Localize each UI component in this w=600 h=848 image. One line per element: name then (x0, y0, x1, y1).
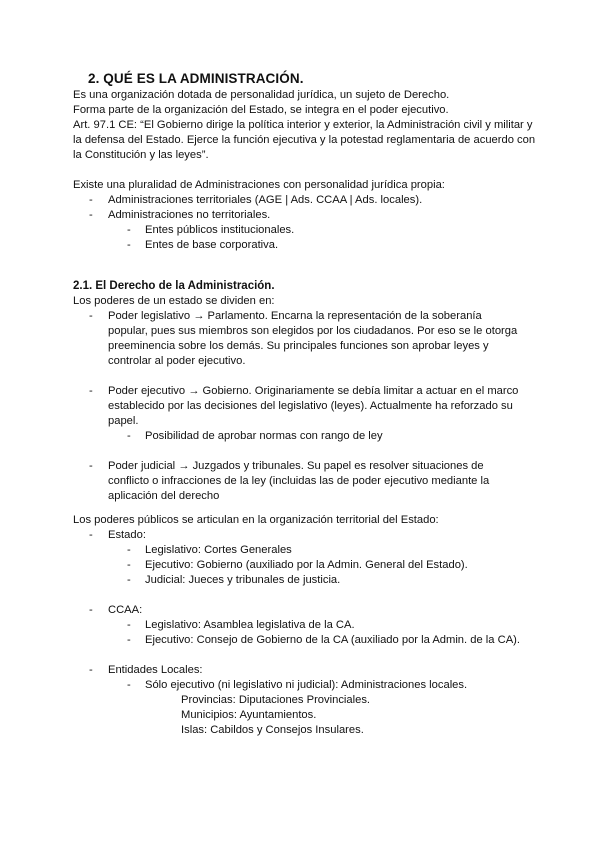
list-item: - Administraciones territoriales (AGE | Ads. CCAA | Ads. locales). (89, 194, 423, 206)
list-subitem: - Legislativo: Asamblea legislativa de la CA. (127, 619, 355, 631)
locales-line-3: Islas: Cabildos y Consejos Insulares. (181, 724, 364, 736)
locales-line-2: Municipios: Ayuntamientos. (181, 709, 317, 721)
estado-item-3: Judicial: Jueces y tribunales de justicia. (145, 574, 341, 586)
plurality-item-1: Administraciones territoriales (AGE | Ads. CCAA | Ads. locales). (108, 194, 423, 206)
estado-item-2: Ejecutivo: Gobierno (auxiliado por la Admin. General del Estado). (145, 559, 468, 571)
estado-label: Estado: (108, 529, 146, 541)
list-subitem: - Ejecutivo: Gobierno (auxiliado por la Admin. General del Estado). (127, 559, 468, 571)
poder-legislativo: Poder legislativo → Parlamento. Encarna la representación de la soberanía popular, pues sus miembros son elegidos por los ciudadanos. Por eso se le otorga preeminencia sobre los demás. Su principales funciones son aprobar leyes y controlar al poder ejecutivo. (108, 310, 518, 367)
plurality-lead: Existe una pluralidad de Administraciones con personalidad jurídica propia: (73, 179, 445, 191)
list-subitem: - Judicial: Jueces y tribunales de justicia. (127, 574, 341, 586)
subsection-heading: 2.1. El Derecho de la Administración. (73, 280, 275, 292)
powers-block (73, 294, 543, 504)
list-subitem: - Legislativo: Cortes Generales (127, 544, 292, 556)
locales-label: Entidades Locales: (108, 664, 203, 676)
list-item: - Estado: (89, 529, 146, 541)
list-item: - Poder legislativo → Parlamento. Encarna la representación de la soberanía popular, pues sus miembros son elegidos por los ciudadanos. Por eso se le otorga preeminencia sobre los demás. Su principales funciones son aprobar leyes y controlar al poder ejecutivo. (73, 309, 523, 369)
locales-line-1: Provincias: Diputaciones Provinciales. (181, 694, 371, 706)
poder-judicial: Poder judicial → Juzgados y tribunales. Su papel es resolver situaciones de conflicto o infracciones de la ley (incluidas las de poder ejecutivo mediante la aplicación del derecho (108, 460, 490, 502)
plurality-item-2: Administraciones no territoriales. (108, 209, 271, 221)
ccaa-item-2: Ejecutivo: Consejo de Gobierno de la CA (auxiliado por la Admin. de la CA). (145, 634, 520, 646)
list-item: - CCAA: (89, 604, 143, 616)
poder-ejecutivo-sub: Posibilidad de aprobar normas con rango de ley (145, 430, 383, 442)
intro-line-1: Es una organización dotada de personalidad jurídica, un sujeto de Derecho. (73, 89, 450, 101)
estado-item-1: Legislativo: Cortes Generales (145, 544, 292, 556)
list-item: - Entidades Locales: (89, 664, 203, 676)
plurality-subitem-1: Entes públicos institucionales. (145, 224, 295, 236)
intro-article-quote: Art. 97.1 CE: “El Gobierno dirige la política interior y exterior, la Administración civil y militar y la defensa del Estado. Ejerce la función ejecutiva y la potestad reglamentaria de acuerdo con la Constitución y las leyes”. (73, 119, 536, 161)
list-subitem: - Entes públicos institucionales. (127, 224, 295, 236)
territorial-block (73, 513, 543, 738)
poder-ejecutivo: Poder ejecutivo → Gobierno. Originariamente se debía limitar a actuar en el marco establecido por las decisiones del legislativo (leyes). Actualmente ha reforzado su papel. (108, 385, 519, 427)
powers-lead: Los poderes de un estado se dividen en: (73, 295, 275, 307)
ccaa-label: CCAA: (108, 604, 143, 616)
list-subitem: - Ejecutivo: Consejo de Gobierno de la CA (auxiliado por la Admin. de la CA). (127, 634, 520, 646)
locales-item: Sólo ejecutivo (ni legislativo ni judicial): Administraciones locales. (145, 679, 468, 691)
list-item: - Poder judicial → Juzgados y tribunales. Su papel es resolver situaciones de conflicto o infracciones de la ley (incluidas las de poder ejecutivo mediante la aplicación del derecho (73, 459, 523, 504)
list-item: - Poder ejecutivo → Gobierno. Originariamente se debía limitar a actuar en el marco establecido por las decisiones del legislativo (leyes). Actualmente ha reforzado su papel. (73, 384, 523, 429)
intro-line-2: Forma parte de la organización del Estado, se integra en el poder ejecutivo. (73, 104, 449, 116)
section-heading: 2. QUÉ ES LA ADMINISTRACIÓN. (88, 71, 304, 86)
list-subitem: - Sólo ejecutivo (ni legislativo ni judicial): Administraciones locales. (127, 679, 468, 691)
ccaa-item-1: Legislativo: Asamblea legislativa de la CA. (145, 619, 355, 631)
plurality-block (73, 178, 533, 253)
plurality-subitem-2: Entes de base corporativa. (145, 239, 279, 251)
territorial-lead: Los poderes públicos se articulan en la organización territorial del Estado: (73, 514, 439, 526)
list-subitem: - Posibilidad de aprobar normas con rango de ley (127, 430, 383, 442)
list-item: - Administraciones no territoriales. (89, 209, 271, 221)
intro-block (73, 88, 543, 163)
list-subitem: - Entes de base corporativa. (127, 239, 279, 251)
